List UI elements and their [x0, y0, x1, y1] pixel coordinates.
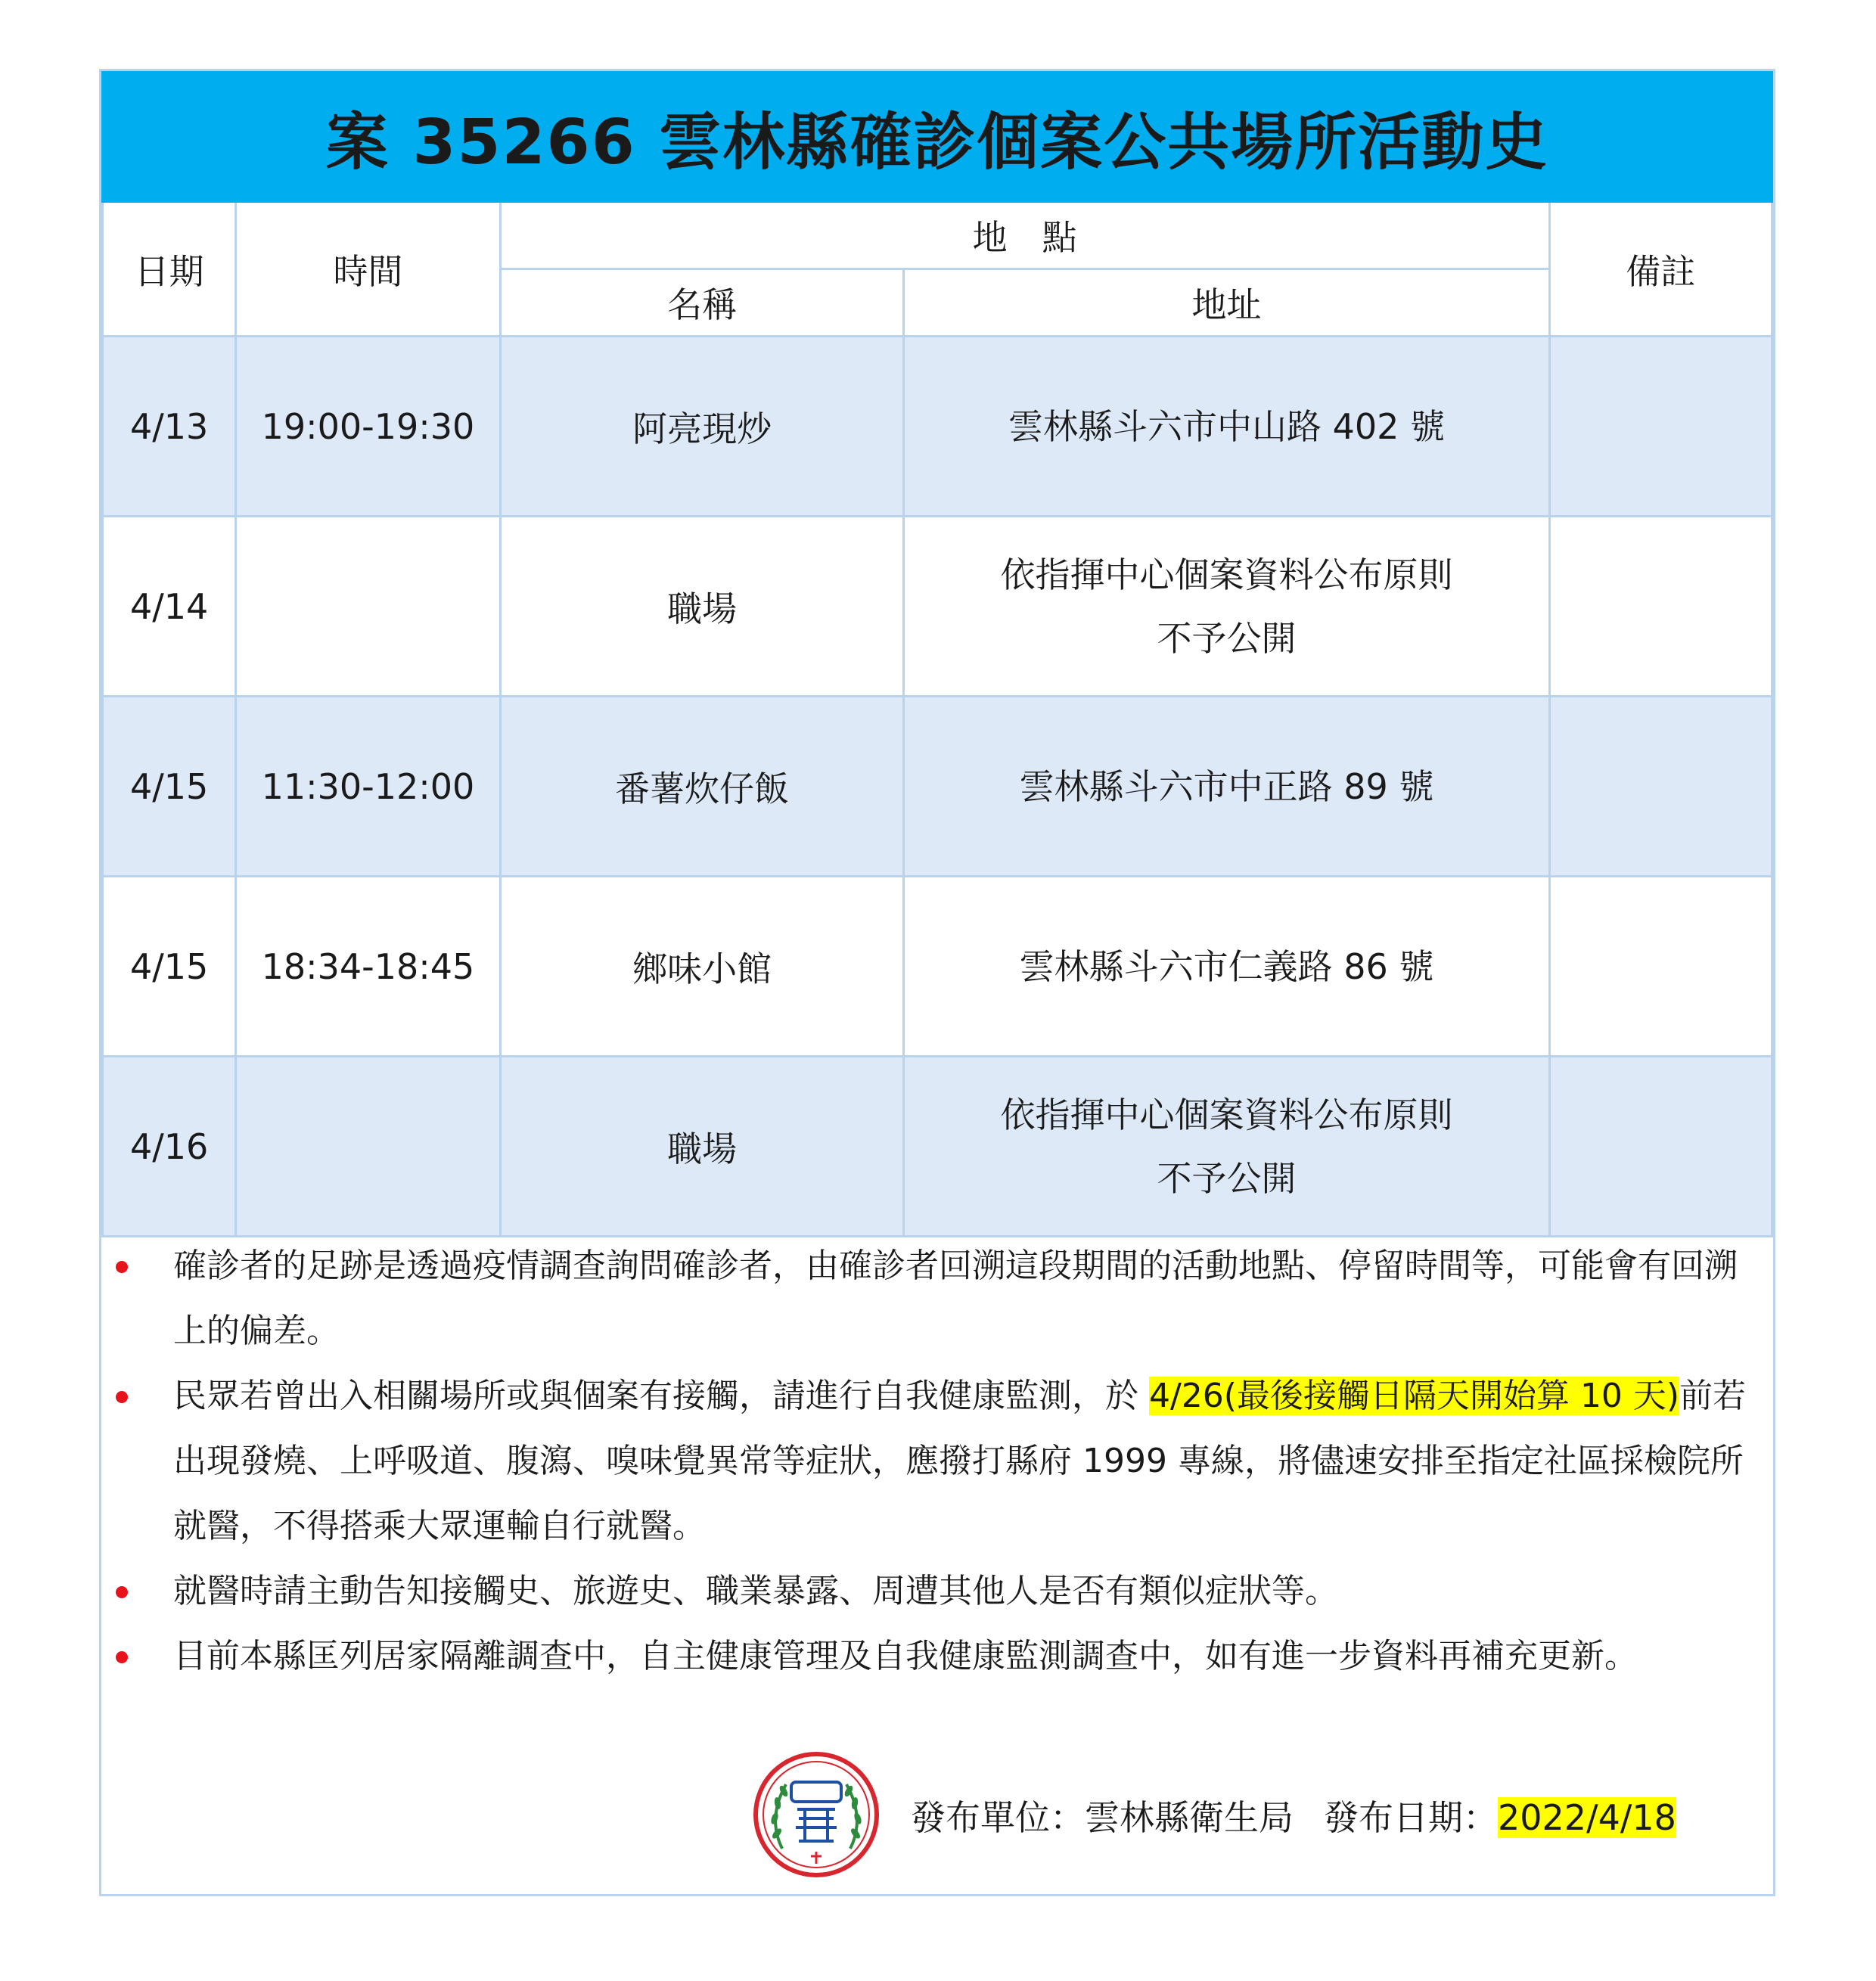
note-text: 確診者的足跡是透過疫情調查詢問確診者，由確診者回溯這段期間的活動地點、停留時間等，可能會有回溯上的偏差。: [173, 1247, 1738, 1350]
activity-notice-sheet: [99, 69, 1775, 1896]
header-location-label: 地 點: [972, 217, 1077, 258]
note-text: 目前本縣匡列居家隔離調查中，自主健康管理及自我健康監測調查中，如有進一步資料再補充更新。: [173, 1637, 1638, 1675]
row-time: 19:00-19:30: [236, 337, 500, 517]
row-time: [236, 1057, 500, 1237]
row-remarks: [1549, 517, 1772, 697]
row-remarks: [1549, 1057, 1772, 1237]
row-address: [904, 337, 1549, 517]
note-item: [173, 1234, 1750, 1364]
table-header-row: [103, 203, 1772, 269]
note-item: [173, 1364, 1750, 1559]
row-place-name: 鄉味小館: [500, 877, 904, 1057]
page-title: 案 35266 雲林縣確診個案公共場所活動史: [325, 106, 1549, 179]
table-body: [103, 337, 1772, 1237]
header-time: 時間: [236, 203, 500, 337]
row-place-name: 番薯炊仔飯: [500, 697, 904, 877]
header-name: 名稱: [500, 269, 904, 337]
footer: [101, 1750, 1773, 1879]
row-place-name: 阿亮現炒: [500, 337, 904, 517]
address-line: 雲林縣斗六市仁義路 86 號: [1019, 945, 1434, 987]
row-date: 4/15: [103, 697, 236, 877]
publish-date: 2022/4/18: [1498, 1797, 1676, 1838]
header-date: 日期: [103, 203, 236, 337]
health-bureau-seal-icon: [752, 1750, 881, 1879]
row-date: 4/16: [103, 1057, 236, 1237]
title-bar: [101, 71, 1773, 203]
bullet-icon: [116, 1261, 128, 1273]
table-row: [103, 877, 1772, 1057]
header-address: 地址: [904, 269, 1549, 337]
publisher-info: [911, 1791, 1676, 1844]
note-item: [173, 1624, 1750, 1689]
note-text-part: 民眾若曾出入相關場所或與個案有接觸，請進行自我健康監測，於: [173, 1377, 1149, 1415]
header-remarks: 備註: [1549, 203, 1772, 337]
table-row: [103, 1057, 1772, 1237]
note-text-part: 前若出現發燒、上呼吸道、腹瀉、嗅味覺異常等症狀，應撥打縣府 1999 專線，將儘速安排至指定社區採檢院所就醫，不得搭乘大眾運輸自行就醫。: [173, 1377, 1747, 1545]
header-location: [500, 203, 1549, 269]
row-address: [904, 877, 1549, 1057]
publisher-name: 雲林縣衛生局: [1085, 1797, 1294, 1838]
row-address: [904, 517, 1549, 697]
address-line: 不予公開: [1157, 617, 1297, 659]
row-time: [236, 517, 500, 697]
bullet-icon: [116, 1586, 128, 1598]
row-time: 18:34-18:45: [236, 877, 500, 1057]
row-address: [904, 697, 1549, 877]
row-date: 4/13: [103, 337, 236, 517]
note-text: 就醫時請主動告知接觸史、旅遊史、職業暴露、周遭其他人是否有類似症狀等。: [173, 1572, 1338, 1610]
address-line: 雲林縣斗六市中正路 89 號: [1019, 765, 1434, 807]
row-time: 11:30-12:00: [236, 697, 500, 877]
row-place-name: 職場: [500, 1057, 904, 1237]
address-line: 依指揮中心個案資料公布原則: [1000, 554, 1453, 595]
row-remarks: [1549, 877, 1772, 1057]
row-date: 4/15: [103, 877, 236, 1057]
highlighted-deadline: 4/26(最後接觸日隔天開始算 10 天): [1148, 1377, 1680, 1415]
table-row: [103, 697, 1772, 877]
bullet-icon: [116, 1391, 128, 1403]
row-remarks: [1549, 697, 1772, 877]
bullet-icon: [116, 1651, 128, 1663]
row-place-name: 職場: [500, 517, 904, 697]
table-row: [103, 517, 1772, 697]
row-address: [904, 1057, 1549, 1237]
notes-list: [101, 1234, 1773, 1689]
publish-date-label: 發布日期：: [1324, 1797, 1498, 1838]
note-item: [173, 1559, 1750, 1624]
activity-table: [101, 203, 1773, 1237]
table-row: [103, 337, 1772, 517]
row-date: 4/14: [103, 517, 236, 697]
publisher-label: 發布單位：: [911, 1797, 1085, 1838]
row-remarks: [1549, 337, 1772, 517]
address-line: 依指揮中心個案資料公布原則: [1000, 1094, 1453, 1135]
address-line: 雲林縣斗六市中山路 402 號: [1008, 405, 1446, 447]
address-line: 不予公開: [1157, 1157, 1297, 1199]
